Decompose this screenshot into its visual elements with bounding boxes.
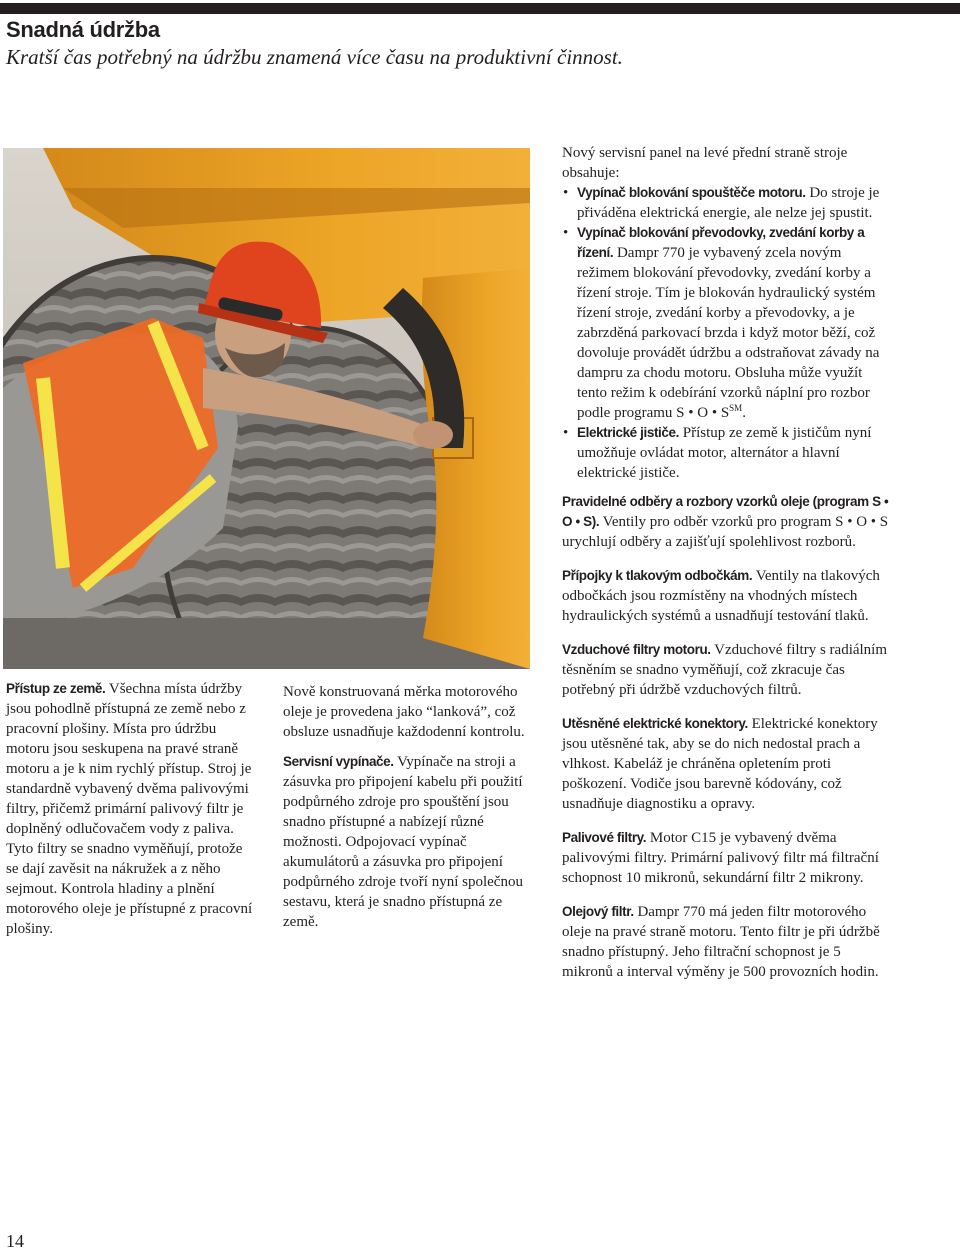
list-item-heading: Elektrické jističe.: [577, 425, 679, 440]
column-maintenance-features: [562, 492, 892, 996]
section-heading: Palivové filtry.: [562, 830, 647, 845]
column-ground-access: [6, 679, 258, 939]
section-text: Ventily na tlakových odbočkách jsou rozmístěny na vhodných místech hydraulických systémů a usnadňují testování tlaků.: [562, 568, 880, 624]
list-item-text: Dampr 770 je vybavený zcela novým režimem blokování převodovky, zvedání korby a řízení stroje. Tím je blokován hydraulický systém řízení stroje, zvedání korby a převodovky, a je zabrzděná parkovací brzda i když motor běží, což dovoluje provádět údržbu a odstraňovat závady na dampru za chodu motoru. Obsluha může využít tento režim k odebírání vzorků náplní pro rozbor podle programu S • O • S: [577, 245, 880, 421]
column-service-panel: [562, 143, 892, 493]
section-text: Motor C15 je vybavený dvěma palivovými filtry. Primární palivový filtr má filtrační schopnost 10 mikronů, sekundární filtr 2 mikrony.: [562, 830, 879, 886]
ground-access-paragraph: [6, 679, 258, 939]
list-item-heading: Vypínač blokování spouštěče motoru.: [577, 185, 806, 200]
service-panel-list: [562, 183, 892, 483]
header-rule: [0, 3, 960, 14]
column-service-switches: [283, 682, 539, 942]
service-switches-text: Vypínače na stroji a zásuvka pro připojení kabelu při použití podpůrného zdroje pro spouštění jsou snadno přístupné a nabízejí různé možnosti. Odpojovací vypínač akumulátorů a zásuvka pro připojení podpůrného zdroje tvoří nyní společnou sestavu, která je snadno přístupná ze země.: [283, 754, 523, 930]
section-text: Dampr 770 má jeden filtr motorového oleje na pravé straně motoru. Tento filtr je při údržbě snadno přístupný. Jeho filtrační schopnost je 5 mikronů a interval výměny je 500 provozních hodin.: [562, 904, 880, 980]
list-item: [562, 423, 892, 483]
dipstick-paragraph: Nově konstruovaná měrka motorového oleje je provedena jako “lanková”, což obsluze usnadňuje každodenní kontrolu.: [283, 684, 525, 740]
pressure-taps-paragraph: [562, 566, 892, 626]
section-heading: Utěsněné elektrické konektory.: [562, 716, 748, 731]
sos-paragraph: [562, 492, 892, 552]
fuel-filters-paragraph: [562, 828, 892, 888]
ground-access-heading: Přístup ze země.: [6, 681, 106, 696]
list-item-heading: Vypínač blokování převodovky, zvedání korby a řízení.: [577, 225, 865, 260]
list-item-text: Přístup ze země k jističům nyní umožňuje ovládat motor, alternátor a hlavní elektrické jističe.: [577, 425, 872, 481]
section-heading: Pravidelné odběry a rozbory vzorků oleje (program S • O • S).: [562, 494, 889, 529]
service-switches-heading: Servisní vypínače.: [283, 754, 394, 769]
air-filters-paragraph: [562, 640, 892, 700]
list-item: [562, 183, 892, 223]
oil-filter-paragraph: [562, 902, 892, 982]
section-heading: Olejový filtr.: [562, 904, 634, 919]
page-subtitle: Kratší čas potřebný na údržbu znamená více času na produktivní činnost.: [6, 45, 623, 69]
page-number: 14: [6, 1231, 24, 1251]
page-title: Snadná údržba: [6, 17, 160, 42]
ground-access-text: Všechna místa údržby jsou pohodlně přístupná ze země nebo z pracovní plošiny. Místa pro údržbu motoru jsou seskupena na pravé straně motoru a je k nim rychlý přístup. Stroj je standardně vybavený dvěma palivovými filtry, přičemž primární palivový filtr je doplněný odlučovačem vody z paliva. Tyto filtry se snadno vyměňují, protože se dají zavěsit na nákružek a z něho sejmout. Kontrola hladiny a plnění motorového oleje je přístupné z pracovní plošiny.: [6, 681, 253, 937]
section-heading: Vzduchové filtry motoru.: [562, 642, 711, 657]
service-panel-intro: Nový servisní panel na levé přední straně stroje obsahuje:: [562, 145, 848, 181]
list-item-tail: .: [742, 405, 746, 421]
section-text: Ventily pro odběr vzorků pro program S • O • S urychlují odběry a zajišťují spolehlivost rozborů.: [562, 514, 889, 550]
section-text: Elektrické konektory jsou utěsněné tak, aby se do nich nedostal prach a vlhkost. Kabeláž je chráněna opletením proti poškození. Vodiče jsou barevně kódovány, což usnadňuje diagnostiku a opravy.: [562, 716, 878, 812]
list-item: [562, 223, 892, 423]
sealed-connectors-paragraph: [562, 714, 892, 814]
worker-servicing-truck-photo: [3, 148, 530, 669]
list-item-text: Do stroje je přiváděna elektrická energie, ale nelze jej spustit.: [577, 185, 880, 221]
section-text: Vzduchové filtry s radiálním těsněním se snadno vyměňují, což zkracuje čas potřebný při údržbě vzduchových filtrů.: [562, 642, 888, 698]
service-mark: SM: [729, 403, 743, 413]
service-switches-paragraph: [283, 752, 539, 932]
section-heading: Přípojky k tlakovým odbočkám.: [562, 568, 753, 583]
